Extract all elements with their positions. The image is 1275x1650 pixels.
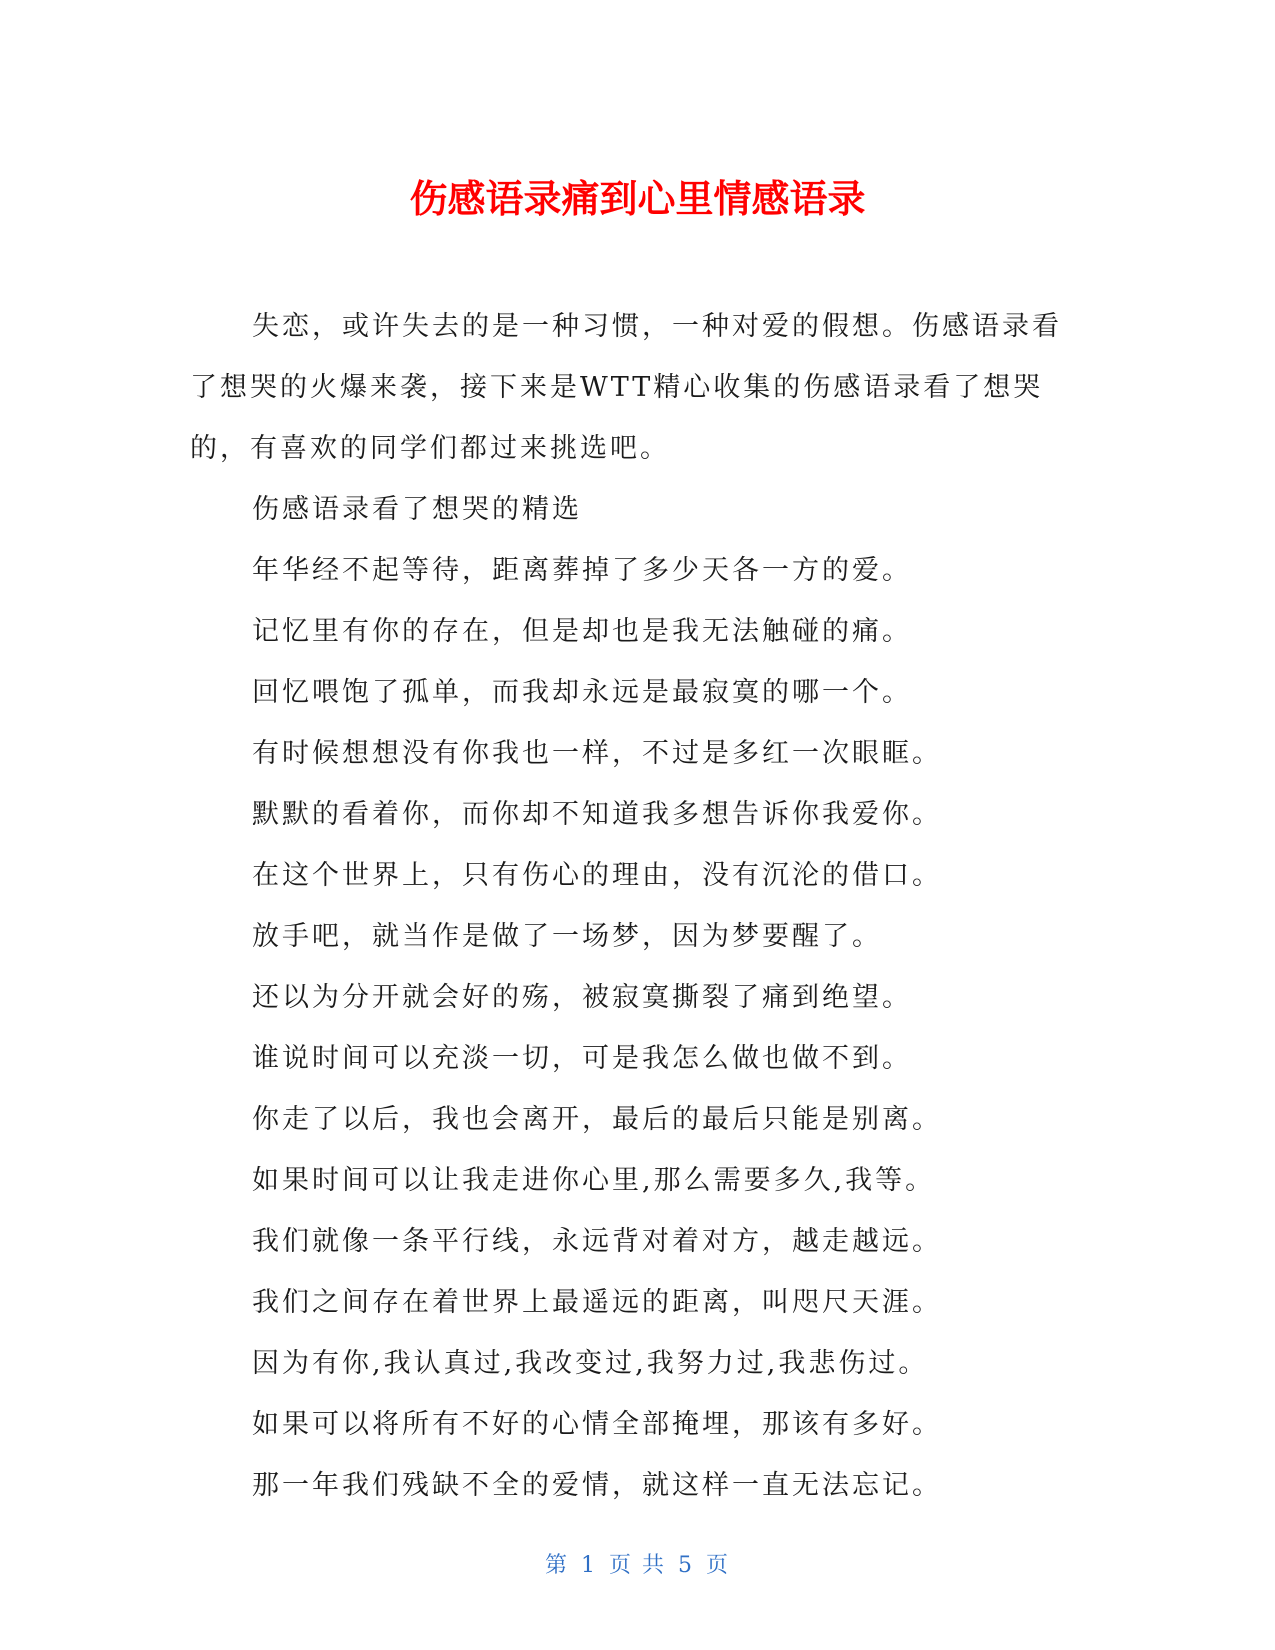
footer-suffix: 页	[706, 1553, 731, 1578]
body-line: 谁说时间可以充淡一切，可是我怎么做也做不到。	[252, 1043, 912, 1074]
body-line: 年华经不起等待，距离葬掉了多少天各一方的爱。	[252, 555, 912, 586]
body-line: 那一年我们残缺不全的爱情，就这样一直无法忘记。	[252, 1470, 942, 1501]
body-line: 有时候想想没有你我也一样，不过是多红一次眼眶。	[252, 738, 942, 769]
body-line: 在这个世界上，只有伤心的理由，没有沉沦的借口。	[252, 860, 942, 891]
footer-total-pages: 5	[678, 1553, 694, 1578]
body-line: 记忆里有你的存在，但是却也是我无法触碰的痛。	[252, 616, 912, 647]
body-line: 回忆喂饱了孤单，而我却永远是最寂寞的哪一个。	[252, 677, 912, 708]
document-body	[190, 296, 1090, 1516]
page-footer	[0, 1548, 1275, 1579]
document-title: 伤感语录痛到心里情感语录	[409, 177, 866, 221]
body-line: 你走了以后，我也会离开，最后的最后只能是别离。	[252, 1104, 942, 1135]
intro-paragraph: 失恋，或许失去的是一种习惯，一种对爱的假想。伤感语录看了想哭的火爆来袭，接下来是WTT精心收集的伤感语录看了想哭的，有喜欢的同学们都过来挑选吧。	[190, 311, 1062, 464]
body-line: 如果可以将所有不好的心情全部掩埋，那该有多好。	[252, 1409, 942, 1440]
body-line: 放手吧，就当作是做了一场梦，因为梦要醒了。	[252, 921, 882, 952]
body-line: 因为有你,我认真过,我改变过,我努力过,我悲伤过。	[252, 1348, 929, 1379]
footer-middle: 页 共	[609, 1553, 666, 1578]
body-line: 我们就像一条平行线，永远背对着对方，越走越远。	[252, 1226, 942, 1257]
body-line: 伤感语录看了想哭的精选	[252, 494, 582, 525]
body-line: 我们之间存在着世界上最遥远的距离，叫咫尺天涯。	[252, 1287, 942, 1318]
body-line: 如果时间可以让我走进你心里,那么需要多久,我等。	[252, 1165, 936, 1196]
body-line: 还以为分开就会好的殇，被寂寞撕裂了痛到绝望。	[252, 982, 912, 1013]
body-line: 默默的看着你，而你却不知道我多想告诉你我爱你。	[252, 799, 942, 830]
footer-prefix: 第	[544, 1553, 569, 1578]
footer-page-number: 1	[581, 1553, 597, 1578]
